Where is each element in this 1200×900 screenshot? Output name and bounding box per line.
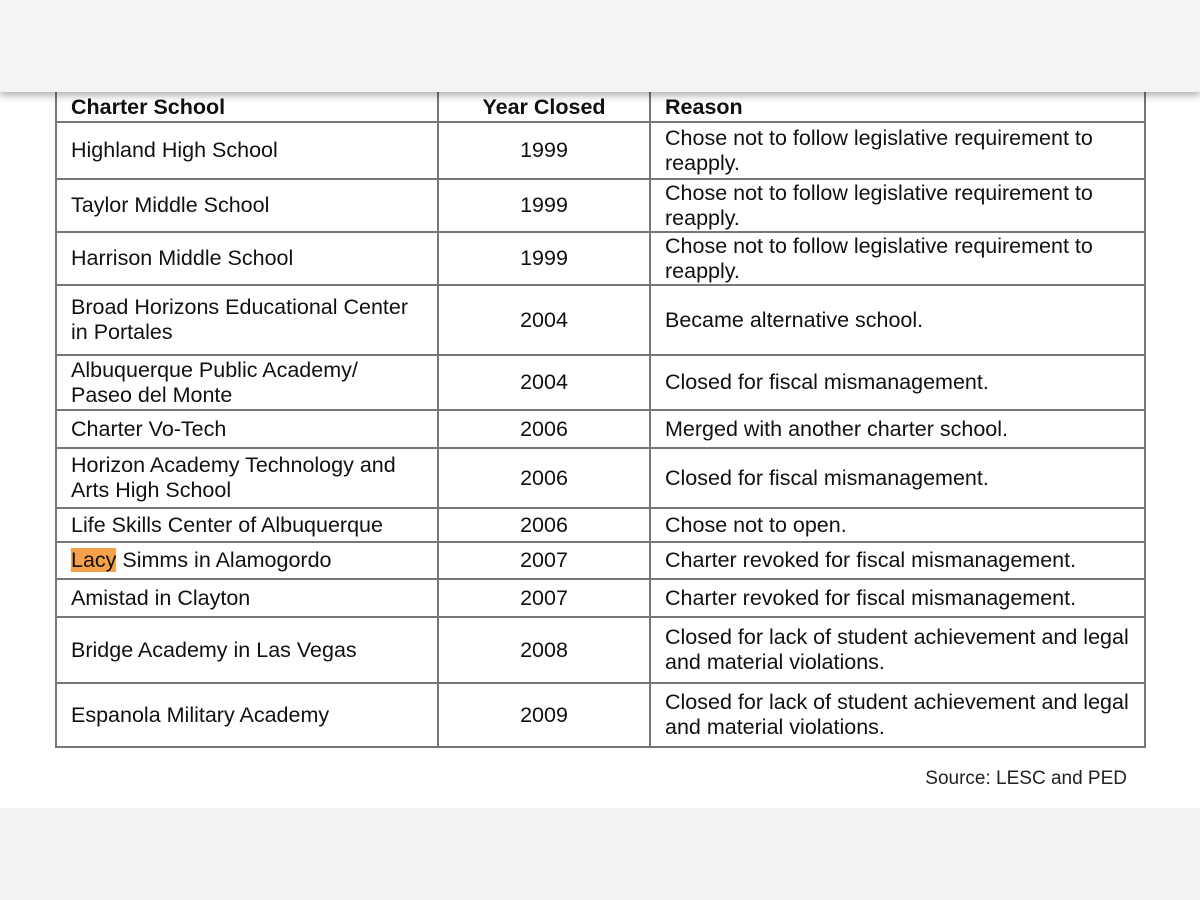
school-cell	[56, 542, 438, 579]
reason-cell: Closed for fiscal mismanagement.	[650, 448, 1145, 508]
school-cell: Horizon Academy Technology and Arts High School	[56, 448, 438, 508]
year-cell: 2004	[438, 285, 650, 355]
table-header-row	[56, 92, 1145, 122]
school-cell: Espanola Military Academy	[56, 683, 438, 747]
school-name-rest: Simms in Alamogordo	[116, 548, 332, 572]
viewer-top-bar	[0, 0, 1200, 92]
school-cell: Bridge Academy in Las Vegas	[56, 617, 438, 683]
year-cell: 1999	[438, 179, 650, 232]
reason-cell: Merged with another charter school.	[650, 410, 1145, 448]
reason-cell: Charter revoked for fiscal mismanagement.	[650, 542, 1145, 579]
header-reason: Reason	[650, 92, 1145, 122]
reason-cell: Charter revoked for fiscal mismanagement.	[650, 579, 1145, 617]
table-row	[56, 508, 1145, 542]
table-row	[56, 122, 1145, 179]
table-row	[56, 579, 1145, 617]
reason-cell: Chose not to open.	[650, 508, 1145, 542]
school-cell: Amistad in Clayton	[56, 579, 438, 617]
school-cell: Highland High School	[56, 122, 438, 179]
reason-cell: Chose not to follow legislative requirement to reapply.	[650, 232, 1145, 285]
table-row	[56, 542, 1145, 579]
table-row	[56, 683, 1145, 747]
reason-cell: Chose not to follow legislative requirement to reapply.	[650, 122, 1145, 179]
year-cell: 2007	[438, 542, 650, 579]
reason-cell: Closed for lack of student achievement and legal and material violations.	[650, 683, 1145, 747]
table-row	[56, 410, 1145, 448]
table-row	[56, 232, 1145, 285]
table-row	[56, 448, 1145, 508]
year-cell: 1999	[438, 122, 650, 179]
reason-cell: Closed for fiscal mismanagement.	[650, 355, 1145, 410]
header-charter-school: Charter School	[56, 92, 438, 122]
year-cell: 2006	[438, 410, 650, 448]
source-note: Source: LESC and PED	[925, 768, 1127, 789]
header-year-closed: Year Closed	[438, 92, 650, 122]
year-cell: 2004	[438, 355, 650, 410]
school-cell: Taylor Middle School	[56, 179, 438, 232]
document-page	[0, 92, 1200, 808]
charter-closures-table	[55, 92, 1146, 748]
school-cell: Charter Vo-Tech	[56, 410, 438, 448]
reason-cell: Closed for lack of student achievement and legal and material violations.	[650, 617, 1145, 683]
year-cell: 2009	[438, 683, 650, 747]
year-cell: 2006	[438, 508, 650, 542]
table-row	[56, 617, 1145, 683]
reason-cell: Became alternative school.	[650, 285, 1145, 355]
reason-cell: Chose not to follow legislative requirement to reapply.	[650, 179, 1145, 232]
school-cell: Life Skills Center of Albuquerque	[56, 508, 438, 542]
year-cell: 2007	[438, 579, 650, 617]
school-cell: Harrison Middle School	[56, 232, 438, 285]
year-cell: 1999	[438, 232, 650, 285]
year-cell: 2006	[438, 448, 650, 508]
viewer-bottom-bar	[0, 808, 1200, 900]
year-cell: 2008	[438, 617, 650, 683]
table-row	[56, 285, 1145, 355]
table-row	[56, 179, 1145, 232]
table-row	[56, 355, 1145, 410]
school-cell: Albuquerque Public Academy/ Paseo del Monte	[56, 355, 438, 410]
school-cell: Broad Horizons Educational Center in Portales	[56, 285, 438, 355]
search-highlight: Lacy	[71, 548, 117, 572]
